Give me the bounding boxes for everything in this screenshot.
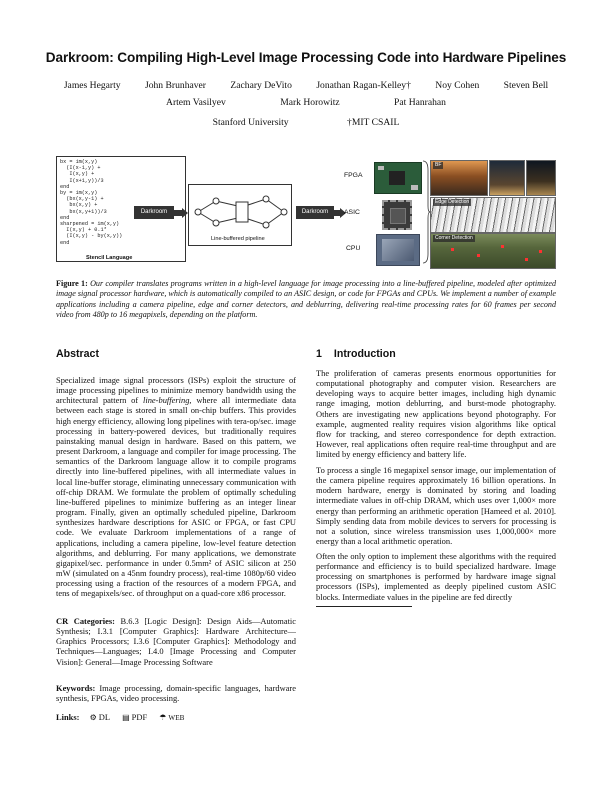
intro-paragraph-2: To process a single 16 megapixel sensor image, our implementation of the camera pipeline requires approximately 16 billion operations. In modern hardware, energy is dominated by storing and loading intermediate values in off-chip DRAM, which uses over 1,000× more energy than performing an arithmetic operation [Hameed et al. 2010]. Simply sending data from mobile devices to servers for processing is not a solution, since wireless transmission uses 1,000,000× more energy than a local arithmetic operation. (316, 465, 556, 547)
bf-image-detail (526, 160, 556, 196)
target-cpu-label: CPU (346, 245, 361, 252)
app-label: Edge Detection (435, 199, 470, 205)
teaser-figure (56, 156, 556, 268)
author: Zachary DeVito (230, 80, 292, 91)
cr-text: B.6.3 [Logic Design]: Design Aids—Automatic Synthesis; I.3.1 [Computer Graphics]: Hardware Architecture—Graphics Processors; I.3.6 [Computer Graphics]: Methodology and Techniques—Languages; I.4.0 [Image Processing and Computer Vision]: General—Image Processing Software (56, 616, 297, 667)
stencil-language-label: Stencil Language (86, 255, 133, 261)
caption-text: Our compiler translates programs written in a high-level language for image processing into a line-buffered pipeline, modeled after optimized image signal processor hardware, which is automatically compiled to an ASIC design, or code for FPGAs and CPUs. We implement a number of example applications including a camera pipeline, edge and corner detectors, and deblurring, delivering real-time processing rates for 60 frames per second video from 480p to 16 megapixels, depending on the platform. (56, 279, 556, 320)
fpga-board-image (374, 162, 422, 194)
code-line: by = im(x,y) (60, 190, 98, 197)
keywords-label: Keywords: (56, 683, 96, 693)
code-line: end (60, 214, 70, 221)
figure-caption (56, 279, 556, 321)
code-line: I(x+1,y))/3 (60, 177, 104, 184)
link-web-label[interactable]: WEB (168, 714, 185, 722)
affiliation: Stanford University (212, 117, 289, 128)
pipeline-label: Line-buffered pipeline (211, 236, 265, 242)
links-label: Links: (56, 712, 80, 722)
brace-icon (422, 160, 430, 264)
bf-image-detail (489, 160, 525, 196)
pipeline-box (188, 184, 292, 246)
code-line: (bx(x,y-1) + (60, 196, 104, 203)
code-line: end (60, 239, 70, 246)
edge-detection-image (430, 197, 556, 233)
darkroom-label: Darkroom (296, 206, 334, 219)
cr-label: CR Categories: (56, 616, 115, 626)
footnote-rule (316, 606, 412, 607)
link-pdf-label[interactable]: PDF (131, 712, 148, 722)
globe-icon: ⚙ (89, 713, 97, 722)
asic-chip-image (382, 200, 412, 230)
author: Mark Horowitz (280, 97, 340, 108)
affiliations (0, 117, 612, 128)
target-fpga-label: FPGA (344, 172, 363, 179)
code-line: end (60, 183, 70, 190)
code-line: bx(x,y+1))/3 (60, 208, 107, 215)
authors-row-2 (0, 97, 612, 108)
code-line: I(x,y) + (60, 171, 95, 178)
cr-categories (56, 616, 296, 667)
code-line: bx(x,y) + (60, 202, 98, 209)
introduction-heading (316, 348, 556, 360)
web-icon: ☂ (159, 713, 167, 722)
pdf-icon: ▤ (122, 713, 130, 722)
keywords-text: Image processing, domain-specific languages, hardware synthesis, FPGAs, video processing. (56, 683, 296, 704)
cpu-image (376, 234, 420, 266)
code-line: bx = im(x,y) (60, 159, 98, 165)
author: Noy Cohen (435, 80, 480, 91)
app-label: BF (435, 162, 442, 168)
link-web[interactable] (159, 712, 184, 722)
author: Steven Bell (503, 80, 549, 91)
pipeline-graph-icon (190, 187, 292, 237)
author: John Brunhaver (144, 80, 206, 91)
author: Pat Hanrahan (394, 97, 446, 108)
abstract-text-part: Specialized image signal processors (ISPs) exploit the structure of image processing pipelines to minimize memory bandwidth using the architectural pattern of (56, 375, 296, 406)
author: Jonathan Ragan-Kelley† (316, 80, 411, 91)
code-line: (I(x,y) - by(x,y)) (60, 233, 123, 240)
abstract-emphasis: line-buffering (143, 395, 190, 406)
abstract-text (56, 375, 296, 598)
intro-paragraph-3: Often the only option to implement these algorithms with the required performance and efficiency is to build specialized hardware. Image processing on smartphones is performed by hardware image signal processors (ISPs), implemented as deeply pipelined custom ASIC blocks. Intermediate values in the pipeline are fed directly (316, 551, 556, 602)
author: Artem Vasilyev (166, 97, 226, 108)
abstract-text-part: , where all intermediate data between each stage is stored in small on-chip buffers. This provides high energy efficiency, allowing long pipelines with tera-op/sec. image processing in battery-powered devices, but traditionally requires painstaking manual design in hardware. Based on this pattern, we present Darkroom, a language and compiler for image processing. The semantics of the Darkroom language allow it to compile programs directly into line-buffered pipelines, with all intermediate values in local line-buffer storage, eliminating unnecessary communication with off-chip DRAM. We formulate the problem of optimally scheduling line-buffered pipelines to minimize buffering as an integer linear program. Finally, given an optimally scheduled pipeline, Darkroom synthesizes hardware descriptions for ASIC or FPGA, or fast CPU code. We evaluate Darkroom implementations of a range of applications, including a camera pipeline, low-level feature detection algorithms, and deblurring. For many applications, we demonstrate gigapixel/sec. performance in under 0.5mm² of ASIC silicon at 250 mW (simulated on a 45nm foundry process), real-time 1080p/60 video processing using a fraction of the resources of a modern FPGA, and tens of megapixels/sec. of throughput on a quad-core x86 processor. (56, 395, 296, 599)
code-line: sharpened = im(x,y) (60, 221, 120, 228)
keywords (56, 683, 296, 703)
link-dl[interactable] (90, 712, 110, 722)
darkroom-label: Darkroom (134, 206, 174, 219)
links-row (56, 712, 296, 722)
link-dl-label[interactable]: DL (98, 712, 110, 722)
app-label: Corner Detection (435, 235, 473, 241)
abstract-heading: Abstract (56, 348, 99, 360)
code-line: I(x,y) + 0.1* (60, 227, 107, 234)
arrow-right-icon (174, 208, 188, 218)
link-pdf[interactable] (122, 712, 147, 722)
code-line: (I(x-1,y) + (60, 165, 101, 172)
section-number: 1 (316, 348, 322, 360)
bf-image (430, 160, 488, 196)
paper-title: Darkroom: Compiling High-Level Image Processing Code into Hardware Pipelines (45, 50, 567, 65)
affiliation: †MIT CSAIL (347, 117, 400, 128)
author: James Hegarty (63, 80, 121, 91)
caption-label: Figure 1: (56, 279, 88, 288)
section-title: Introduction (333, 348, 396, 360)
intro-paragraph-1: The proliferation of cameras presents enormous opportunities for computational photography and computer vision. Researchers are developing ways to acquire better images, including high dynamic range imaging, motion deblurring, and burst-mode photography. Others are investigating new applications beyond photography. For example, augmented reality requires vision algorithms like optical flow for tracking, and stereo correspondence for depth extraction. However, real applications often require real-time throughput and are limited by energy efficiency and battery life. (316, 368, 556, 460)
corner-detection-image (430, 233, 556, 269)
authors-row-1 (0, 80, 612, 91)
target-asic-label: ASIC (344, 209, 360, 216)
